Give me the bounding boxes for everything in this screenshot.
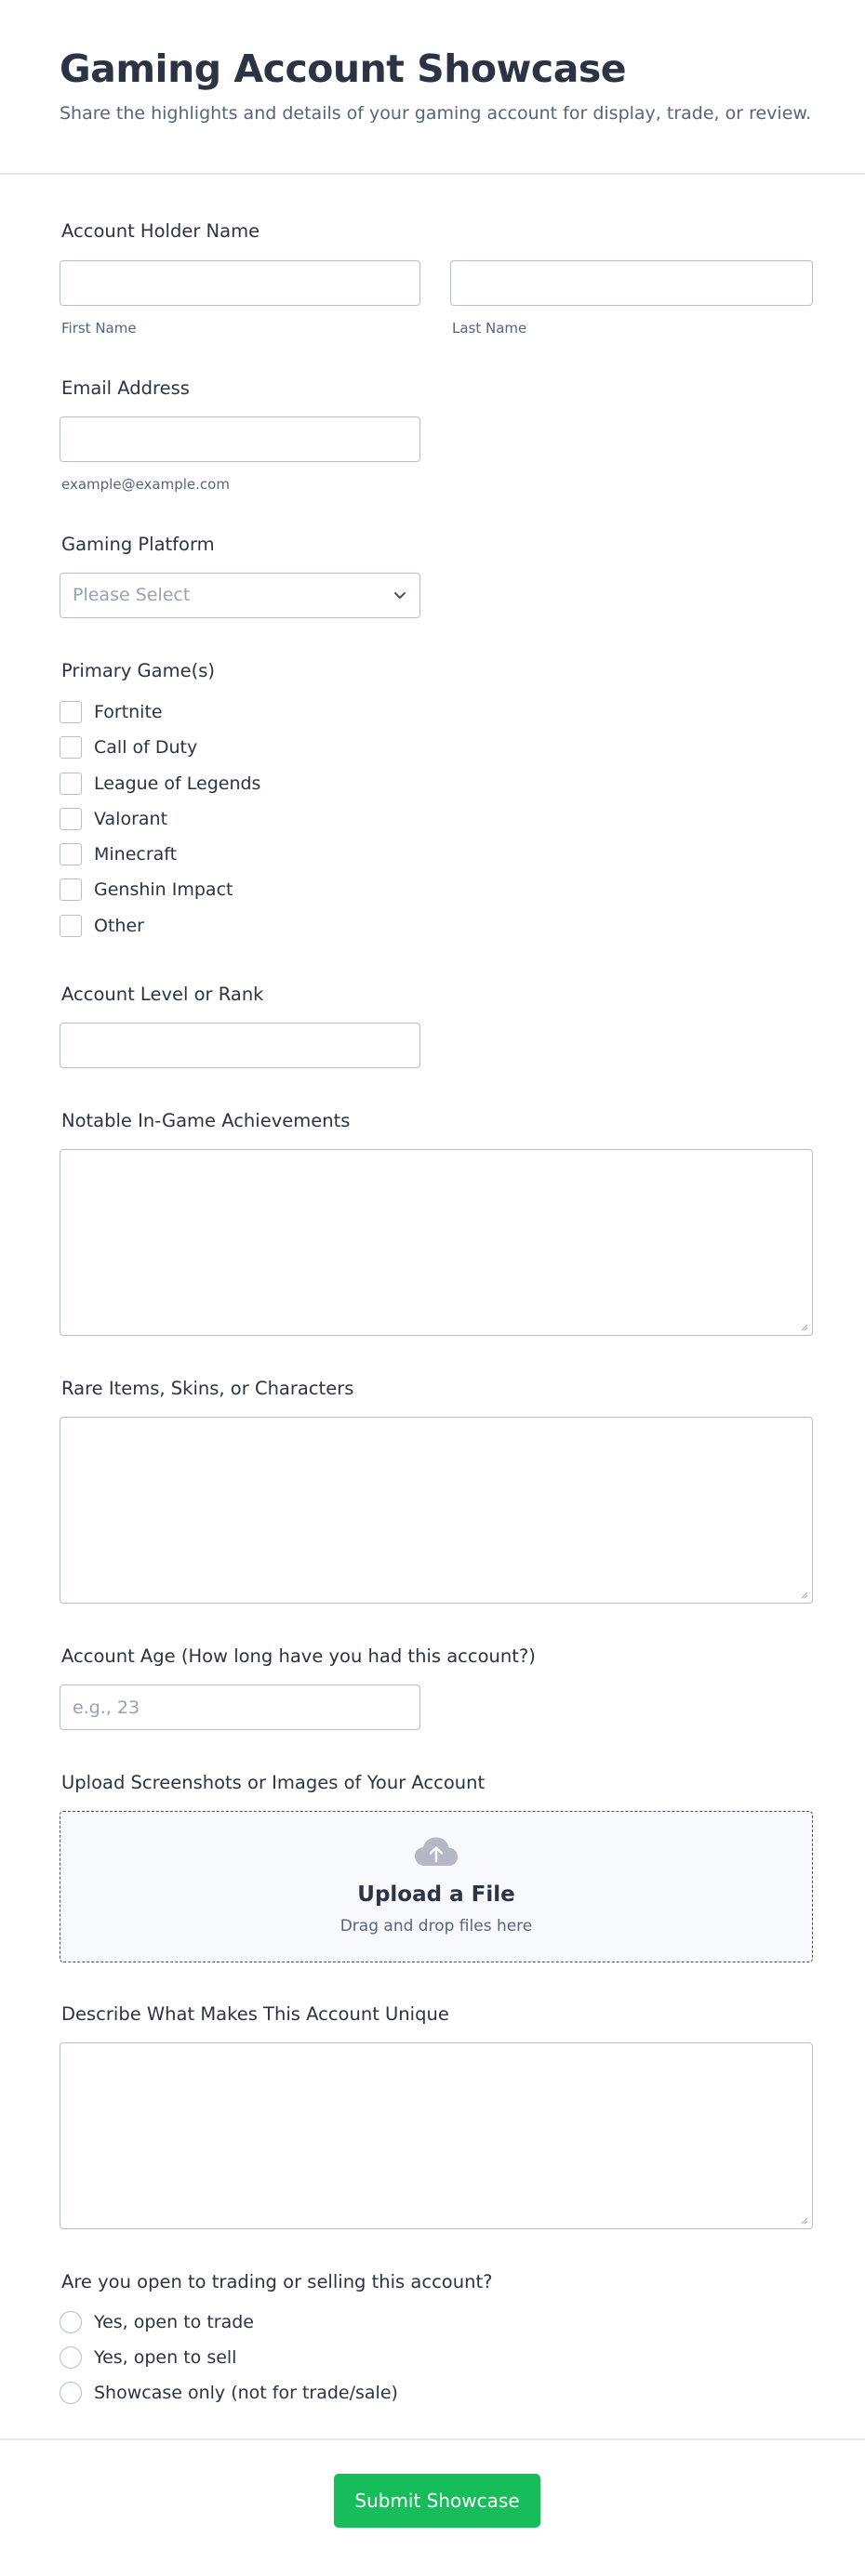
upload-label: Upload Screenshots or Images of Your Account (61, 1772, 486, 1793)
age-input[interactable] (60, 1684, 420, 1730)
games-label: Primary Game(s) (61, 660, 215, 681)
checkbox[interactable] (60, 878, 82, 901)
page-subtitle: Share the highlights and details of your gaming account for display, trade, or review. (60, 103, 812, 124)
upload-subtitle: Drag and drop files here (339, 1917, 533, 1935)
option-label: Yes, open to trade (94, 2312, 254, 2332)
option-label: Minecraft (94, 844, 178, 865)
checkbox[interactable] (60, 736, 82, 759)
platform-select[interactable] (60, 573, 420, 618)
checkbox[interactable] (60, 843, 82, 865)
checkbox[interactable] (60, 701, 82, 723)
option-label: Other (94, 916, 144, 936)
achievements-textarea[interactable] (60, 1149, 813, 1336)
first-name-input[interactable] (60, 260, 420, 306)
option-label: Genshin Impact (94, 879, 233, 900)
option-label: League of Legends (94, 773, 261, 794)
checkbox[interactable] (60, 773, 82, 795)
name-label: Account Holder Name (61, 220, 260, 242)
submit-button[interactable]: Submit Showcase (334, 2474, 540, 2528)
option-label: Call of Duty (94, 737, 198, 758)
upload-title: Upload a File (357, 1882, 515, 1907)
checkbox[interactable] (60, 808, 82, 830)
radio-button[interactable] (60, 2382, 82, 2404)
radio-button[interactable] (60, 2311, 82, 2333)
age-label: Account Age (How long have you had this account?) (61, 1645, 536, 1667)
resize-grip-icon[interactable] (799, 1322, 808, 1331)
checkbox[interactable] (60, 915, 82, 937)
radio-button[interactable] (60, 2346, 82, 2369)
level-input[interactable] (60, 1023, 420, 1068)
option-label: Showcase only (not for trade/sale) (94, 2383, 398, 2403)
footer-divider (0, 2438, 865, 2440)
page-title: Gaming Account Showcase (60, 46, 627, 91)
level-label: Account Level or Rank (61, 984, 264, 1005)
last-name-input[interactable] (450, 260, 813, 306)
unique-textarea[interactable] (60, 2042, 813, 2229)
resize-grip-icon[interactable] (799, 1590, 808, 1599)
rare-items-label: Rare Items, Skins, or Characters (61, 1378, 354, 1399)
option-label: Valorant (94, 809, 168, 829)
rare-items-textarea[interactable] (60, 1417, 813, 1604)
email-sublabel: example@example.com (61, 476, 230, 493)
option-label: Yes, open to sell (94, 2347, 237, 2368)
option-label: Fortnite (94, 702, 163, 722)
resize-grip-icon[interactable] (799, 2215, 808, 2225)
email-input[interactable] (60, 416, 420, 462)
form-header (0, 0, 865, 175)
email-label: Email Address (61, 377, 190, 399)
platform-label: Gaming Platform (61, 534, 215, 555)
file-upload-dropzone[interactable] (60, 1811, 813, 1962)
last-name-sublabel: Last Name (452, 320, 527, 337)
trade-label: Are you open to trading or selling this account? (61, 2271, 493, 2292)
chevron-down-icon (392, 587, 408, 603)
platform-select-value: Please Select (73, 585, 191, 605)
first-name-sublabel: First Name (61, 320, 137, 337)
unique-label: Describe What Makes This Account Unique (61, 2003, 449, 2025)
cloud-upload-icon (414, 1836, 459, 1868)
achievements-label: Notable In-Game Achievements (61, 1110, 351, 1131)
